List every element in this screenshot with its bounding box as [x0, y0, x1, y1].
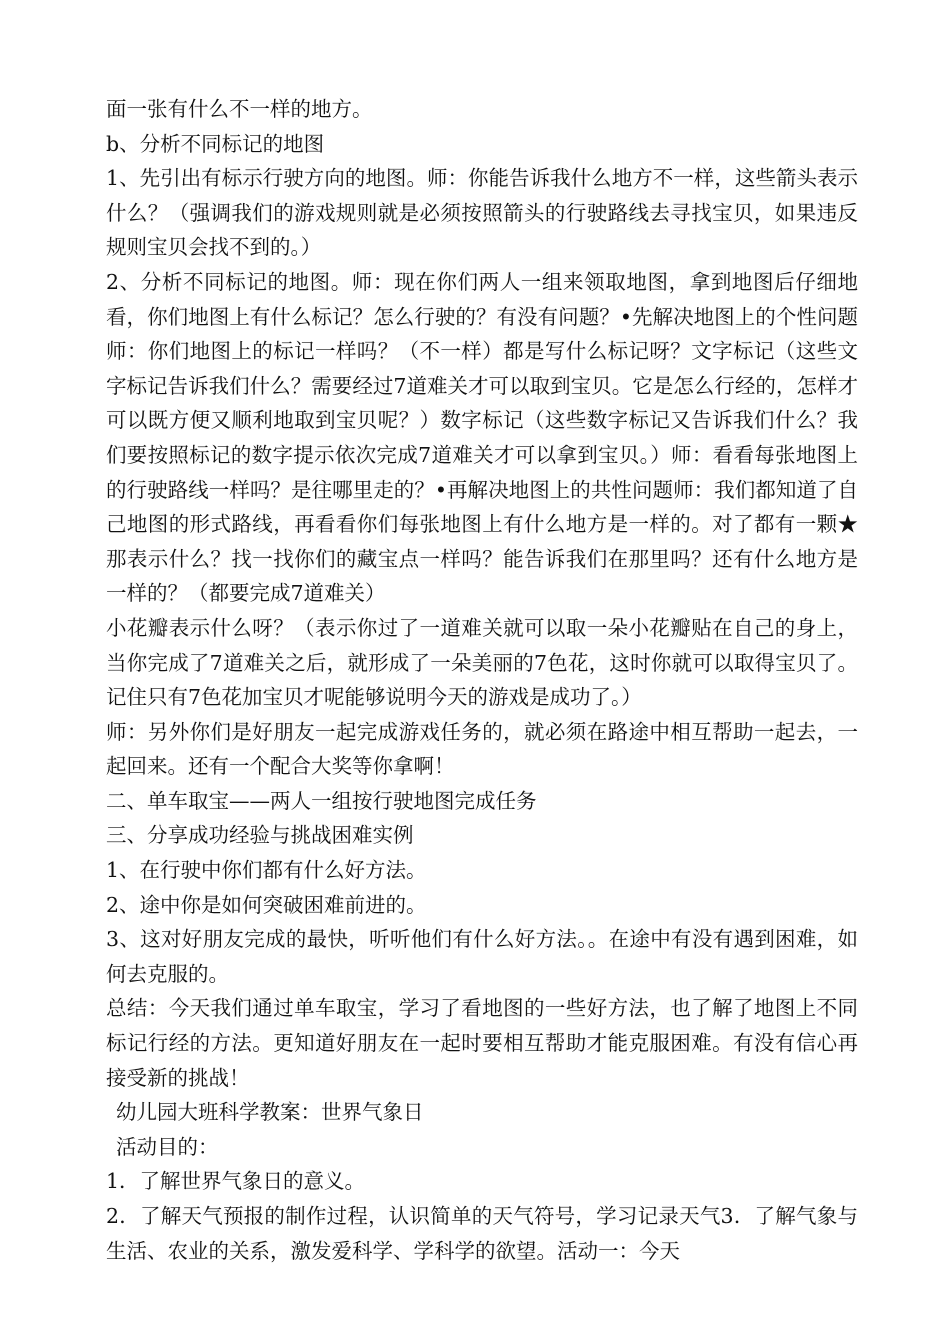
paragraph-flower-petals: 小花瓣表示什么呀？（表示你过了一道难关就可以取一朵小花瓣贴在自己的身上，当你完成了7道难关之后，就形成了一朵美丽的7色花，这时你就可以取得宝贝了。记住只有7色花加宝贝才呢能够说明今天的游戏是成功了。） [106, 615, 858, 710]
list-item-fastest-pair: 3、这对好朋友完成的最快，听听他们有什么好方法。。在途中有没有遇到困难，如何去克服的。 [106, 927, 858, 986]
goal-item-1: 1．了解世界气象日的意义。 [106, 1169, 366, 1194]
paragraph-summary: 总结：今天我们通过单车取宝，学习了看地图的一些好方法，也了解了地图上不同标记行经的方法。更知道好朋友在一起时要相互帮助才能克服困难。有没有信心再接受新的挑战！ [106, 996, 858, 1090]
list-item-good-methods: 1、在行驶中你们都有什么好方法。 [106, 858, 427, 883]
list-item-overcome-difficulty: 2、途中你是如何突破困难前进的。 [106, 892, 427, 917]
document-body [106, 92, 858, 1268]
paragraph-direction-map: 1、先引出有标示行驶方向的地图。师：你能告诉我什么地方不一样，这些箭头表示什么？（强调我们的游戏规则就是必须按照箭头的行驶路线去寻找宝贝，如果违反规则宝贝会找不到的。） [106, 166, 858, 260]
goal-item-2: 2．了解天气预报的制作过程，认识简单的天气符号，学习记录天气3．了解气象与生活、农业的关系，激发爱科学、学科学的欲望。活动一：今天 [106, 1204, 858, 1263]
lesson-title: 幼儿园大班科学教案：世界气象日 [116, 1100, 424, 1125]
heading-analyze-marked-maps: b、分析不同标记的地图 [106, 131, 325, 156]
paragraph-analyze-maps: 2、分析不同标记的地图。师：现在你们两人一组来领取地图，拿到地图后仔细地看，你们地图上有什么标记？怎么行驶的？有没有问题？•先解决地图上的个性问题师：你们地图上的标记一样吗？（不一样）都是写什么标记呀？文字标记（这些文字标记告诉我们什么？需要经过7道难关才可以取到宝贝。它是怎么行经的，怎样才可以既方便又顺利地取到宝贝呢？）数字标记（这些数字标记又告诉我们什么？我们要按照标记的数字提示依次完成7道难关才可以拿到宝贝。）师：看看每张地图上的行驶路线一样吗？是往哪里走的？•再解决地图上的共性问题师：我们都知道了自己地图的形式路线，再看看你们每张地图上有什么地方是一样的。对了都有一颗★那表示什么？找一找你们的藏宝点一样吗？能告诉我们在那里吗？还有什么地方是一样的？（都要完成7道难关） [106, 269, 858, 606]
paragraph-teamwork: 师：另外你们是好朋友一起完成游戏任务的，就必须在路途中相互帮助一起去，一起回来。还有一个配合大奖等你拿啊！ [106, 719, 858, 779]
heading-share-experience: 三、分享成功经验与挑战困难实例 [106, 823, 414, 848]
heading-activity-goals: 活动目的： [116, 1134, 219, 1159]
heading-bike-treasure: 二、单车取宝——两人一组按行驶地图完成任务 [106, 788, 537, 813]
paragraph-map-difference: 面一张有什么不一样的地方。 [106, 97, 373, 121]
